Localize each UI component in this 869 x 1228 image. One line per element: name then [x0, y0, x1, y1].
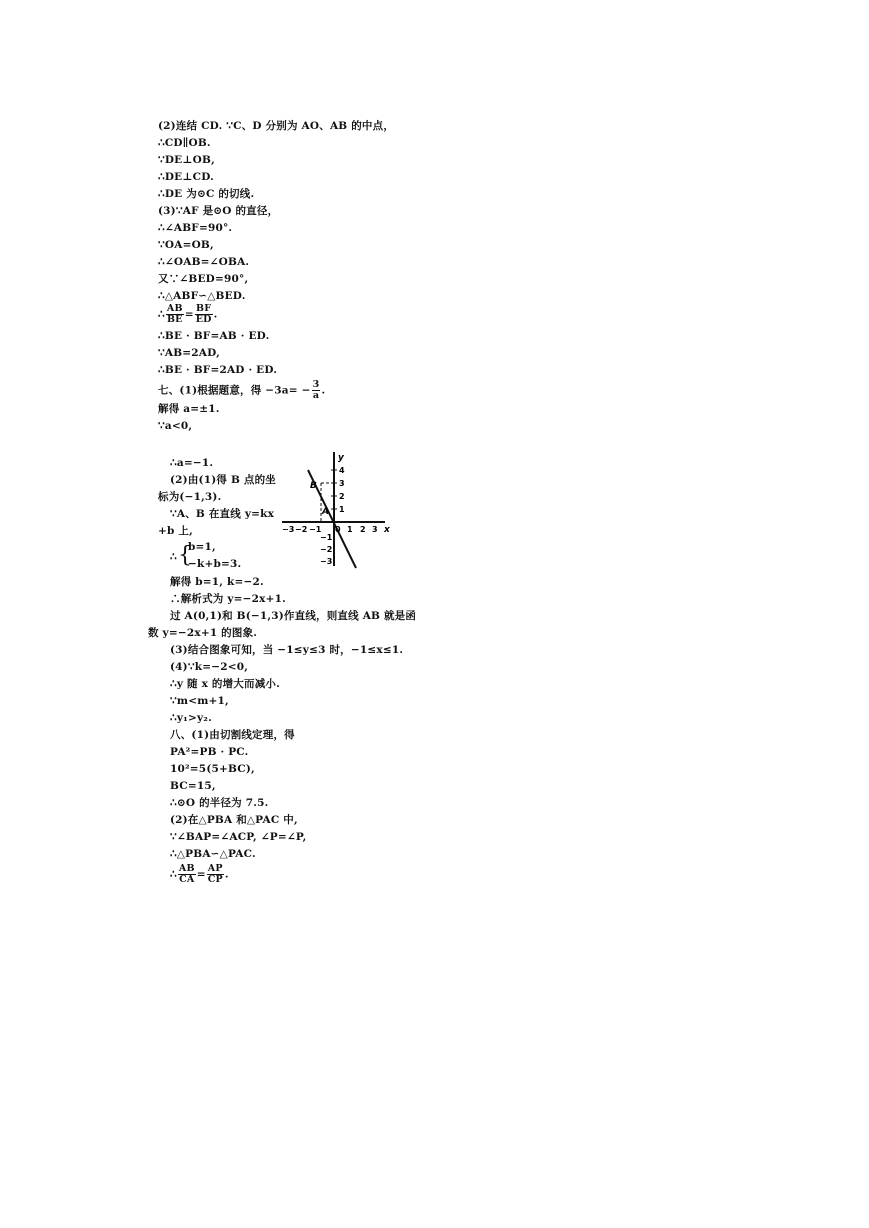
text-line: ∴a=−1. [170, 457, 214, 469]
text-line: ∴DE 为⊙C 的切线. [158, 188, 255, 200]
text-line: ∵OA=OB, [158, 239, 214, 251]
text-line: (2)在△PBA 和△PAC 中, [170, 814, 298, 826]
text-line: ∴BE · BF=2AD · ED. [158, 364, 278, 376]
x-tick-label: 0 [335, 525, 341, 534]
fraction [166, 304, 184, 325]
y-tick-label: 4 [339, 466, 345, 475]
fraction [207, 864, 224, 885]
text-line: 10²=5(5+BC), [170, 763, 255, 775]
text-line: ∵m<m+1, [170, 695, 229, 707]
brace-icon: { [178, 543, 192, 568]
fraction [178, 864, 196, 885]
text-line: 又∵∠BED=90°, [158, 273, 249, 285]
equals-sign: = [184, 308, 194, 321]
y-tick-label: 1 [339, 505, 345, 514]
text-line: 过 A(0,1)和 B(−1,3)作直线，则直线 AB 就是函 [170, 610, 417, 622]
text-line: ∴y₁>y₂. [170, 712, 212, 724]
fraction-prefix: ∴ [170, 868, 177, 881]
text-line: 解得 b=1, k=−2. [170, 576, 264, 588]
text-line: ∴CD∥OB. [158, 137, 211, 149]
y-axis-label: y [338, 453, 344, 463]
text-line: 八、(1)由切割线定理，得 [170, 729, 295, 741]
equation-text: 七、(1)根据题意，得 −3a= − [158, 384, 311, 397]
text-line: ∴解析式为 y=−2x+1. [170, 593, 286, 605]
fraction-numerator: AB [178, 863, 195, 874]
text-line: ∴△PBA∽△PAC. [170, 848, 256, 860]
text-line: ∴△ABF∽△BED. [158, 290, 246, 302]
y-tick-label: −1 [320, 533, 333, 542]
text-line: ∴y 随 x 的增大而减小. [170, 678, 280, 690]
text-line: ∵DE⊥OB, [158, 154, 215, 166]
fraction-numerator: BF [196, 303, 212, 314]
fraction-numerator: 3 [312, 379, 320, 390]
fraction-denominator: a [312, 390, 320, 401]
text-line: (2)连结 CD. ∵C、D 分别为 AO、AB 的中点， [158, 120, 395, 132]
x-tick-label: 2 [360, 525, 366, 534]
fraction-equation [170, 864, 229, 885]
text-line: ∴∠OAB=∠OBA. [158, 256, 250, 268]
text-line: 解得 a=±1. [158, 403, 220, 415]
system-equation-2: −k+b=3. [188, 558, 242, 570]
x-tick-label: 3 [372, 525, 378, 534]
fraction-suffix: . [213, 308, 218, 321]
system-equation-1: b=1, [188, 541, 216, 553]
text-line: PA²=PB · PC. [170, 746, 249, 758]
text-line: ∵A、B 在直线 y=kx [170, 508, 275, 520]
equals-sign: = [196, 868, 206, 881]
text-line: ∴DE⊥CD. [158, 171, 215, 183]
fraction-denominator: CA [179, 874, 195, 885]
x-axis-label: x [384, 525, 390, 535]
text-line: 标为(−1,3). [158, 491, 222, 503]
fraction [195, 304, 213, 325]
text-line: BC=15, [170, 780, 216, 792]
fraction-denominator: CP [207, 874, 223, 885]
equation-suffix: . [321, 384, 326, 397]
point-b-label: B [310, 481, 317, 491]
text-line: ∴∠ABF=90°. [158, 222, 233, 234]
fraction [312, 380, 321, 401]
y-tick-label: −3 [320, 557, 333, 566]
y-tick-label: 3 [339, 479, 345, 488]
point-a-label: A [322, 507, 329, 517]
text-line: ∵a<0, [158, 420, 193, 432]
fraction-prefix: ∴ [158, 308, 165, 321]
text-line: (4)∵k=−2<0, [170, 661, 249, 673]
x-tick-label: 1 [347, 525, 353, 534]
x-tick-label: −1 [309, 525, 322, 534]
fraction-denominator: BE [166, 314, 183, 325]
coordinate-graph [278, 448, 393, 570]
text-line: 数 y=−2x+1 的图象. [148, 627, 258, 639]
text-line: (3)∵AF 是⊙O 的直径， [158, 205, 279, 217]
equation-system [170, 541, 290, 575]
text-line: +b 上, [158, 525, 193, 537]
text-line: ∴⊙O 的半径为 7.5. [170, 797, 269, 809]
y-tick-label: 2 [339, 492, 345, 501]
text-line: ∵AB=2AD, [158, 347, 220, 359]
fraction-equation [158, 380, 325, 401]
system-prefix: ∴ [170, 551, 177, 563]
text-line: ∴BE · BF=AB · ED. [158, 330, 270, 342]
fraction-suffix: . [224, 868, 229, 881]
text-line: ∵∠BAP=∠ACP, ∠P=∠P, [170, 831, 307, 843]
fraction-denominator: ED [195, 314, 212, 325]
fraction-numerator: AP [207, 863, 223, 874]
y-tick-label: −2 [320, 545, 333, 554]
text-line: (2)由(1)得 B 点的坐 [170, 474, 276, 486]
x-tick-label: −2 [295, 525, 308, 534]
x-tick-label: −3 [282, 525, 295, 534]
text-line: (3)结合图象可知，当 −1≤y≤3 时，−1≤x≤1. [170, 644, 404, 656]
fraction-numerator: AB [166, 303, 183, 314]
fraction-equation [158, 304, 217, 325]
